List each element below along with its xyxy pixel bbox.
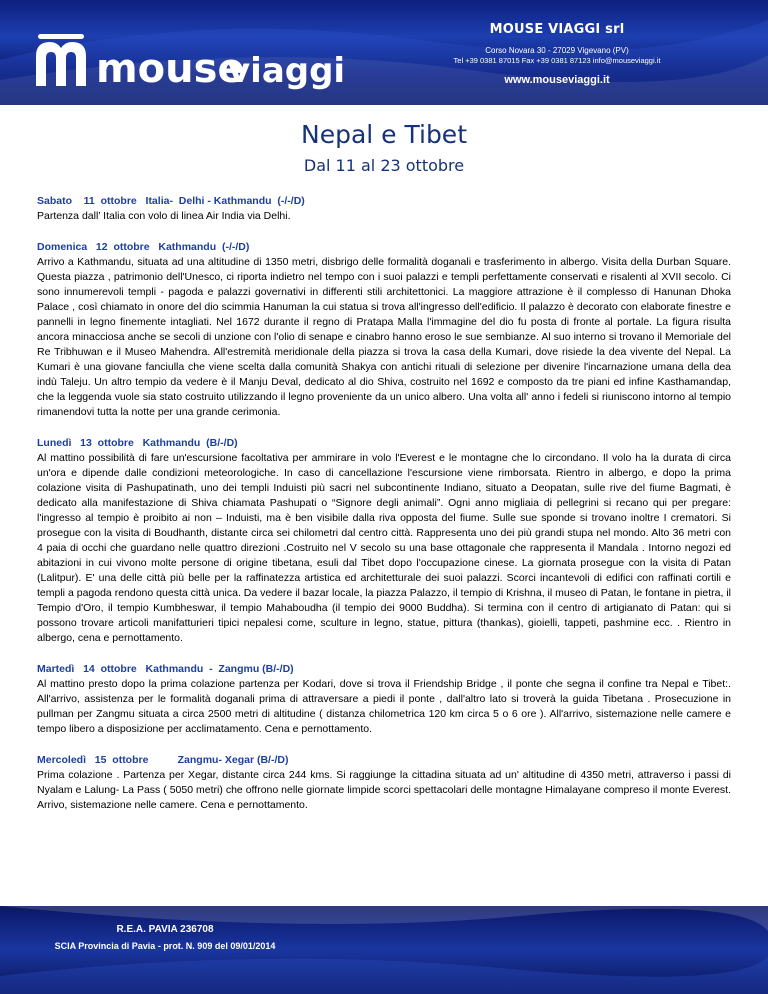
day-section-5 <box>37 753 731 813</box>
mouse-viaggi-logo <box>30 34 370 94</box>
footer-registration <box>0 924 330 951</box>
itinerary <box>37 194 731 829</box>
day-section-4 <box>37 662 731 737</box>
day-description: Al mattino presto dopo la prima colazione partenza per Kodari, dove si trova il Friendship Bridge , il ponte che segna il confine tra Nepal e Tibet:. All'arrivo, assistenza per le formalità doganali prima di attraversare a piedi il ponte , dall'altro lato si troverà la guida Tibetana . Prosecuzione in pullman per Zangmu situata a circa 2500 metri di altitudine ( distanza chilometrica 120 km circa 5 o 6 ore ). All'arrivo, sistemazione nelle camere e tempo libero a disposizione per acclimatamento. Cena e pernottamento. <box>37 678 731 735</box>
footer-rea: R.E.A. PAVIA 236708 <box>116 924 214 935</box>
header-band <box>0 0 768 105</box>
logo-wordmark: mouse <box>96 46 245 92</box>
day-section-2 <box>37 240 731 420</box>
company-name: MOUSE VIAGGI srl <box>489 22 625 37</box>
day-description: Prima colazione . Partenza per Xegar, distante circa 244 kms. Si raggiunge la cittadina situata ad un' altitudine di 4350 metri, attraverso i passi di Nyalam e Lalung- La Pass ( 5050 metri) che offrono nelle giornate limpide scorci spettacolari delle montagne Himalayane compreso il monte Everest. Arrivo, sistemazione nelle camere. Cena e pernottamento. <box>37 769 731 811</box>
day-heading: Martedì 14 ottobre Kathmandu - Zangmu (B/-/D) <box>37 663 294 675</box>
day-heading: Lunedì 13 ottobre Kathmandu (B/-/D) <box>37 437 238 449</box>
company-contacts: Tel +39 0381 87015 Fax +39 0381 87123 info@mouseviaggi.it <box>453 55 661 65</box>
company-info <box>442 22 672 86</box>
day-section-3 <box>37 436 731 646</box>
footer-band <box>0 906 768 994</box>
day-heading: Domenica 12 ottobre Kathmandu (-/-/D) <box>37 241 250 253</box>
footer-scia: SCIA Provincia di Pavia - prot. N. 909 del 09/01/2014 <box>54 941 276 951</box>
day-heading: Sabato 11 ottobre Italia- Delhi - Kathmandu (-/-/D) <box>37 195 305 207</box>
svg-text:viaggi: viaggi <box>228 51 346 91</box>
day-heading: Mercoledì 15 ottobre Zangmu- Xegar (B/-/D) <box>37 754 289 766</box>
day-description: Partenza dall’ Italia con volo di linea Air India via Delhi. <box>37 210 291 222</box>
document-subtitle: Dal 11 al 23 ottobre <box>303 156 465 175</box>
day-description: Arrivo a Kathmandu, situata ad una altitudine di 1350 metri, disbrigo delle formalità doganali e trasferimento in albergo. Visita della Durban Square. Questa piazza , patrimonio dell'Unesco, ci riporta indietro nel tempo con i suoi palazzi e templi perfettamente conservati e risalenti al XVII secolo. Ci sono innumerevoli templi - pagoda e palazzi governativi in differenti stili architettonici. La maggiore attrazione è il complesso di Hanunan Dhoka Palace , così chiamato in onore del dio scimmia Hanuman la cui statua si trova all'ingresso dell'edificio. Il palazzo è decorato con elaborate finestre e pannelli in legno finemente intagliati. Nel 1672 durante il regno di Pratapa Malla l'immagine del dio fu posta di fronte al portale. La figura risulta ancora minacciosa anche se secoli di unzione con l'olio di senape e cinabro hanno eroso le sue sembianze. Al suo interno si trovano il Memoriale del Re Tribhuwan e il Museo Mahendra. All'estremità meridionale della piazza si trova la casa della Kumari, dove risiede la dea vivente del Nepal. La Kumari è una giovane fanciulla che viene scelta dalla comunità Shakya con antichi rituali di selezione per divenire l'incarnazione umana della dea indù Taleju. Un altro tempio da vedere è il Manju Deval, dedicato al dio Shiva, costruito nel 1692 e composto da tre piani ed infine Kasthamandap, che la leggenda vuole sia stato costruito utilizzando il legno proveniente da un unico albero. Una volta all' anno i fedeli si riuniscono intorno al tempio rimanendovi tutta la notte per una grande cerimonia. <box>37 256 731 418</box>
day-description: Al mattino possibilità di fare un'escursione facoltativa per ammirare in volo l'Everest e le montagne che lo circondano. Il volo ha la durata di circa un'ora e dipende dalle condizioni meteorologiche. In caso di cancellazione l'escursione viene rimborsata. Rientro in albergo, e dopo la prima colazione visita di Pashupatinath, uno dei templi Induisti più sacri nel subcontinente Indiano, situato a Deopatan, sulle rive del fiume Bagmati, è dedicato alla manifestazione di Shiva chiamata Pashupati o “Signore degli animali”. Ogni anno migliaia di pellegrini si recano qui per pregare: l'ingresso al tempio è proibito ai non – Induisti, ma è ben visibile dalla riva opposta del fiume. Sulle sue sponde si trovano inoltre I crematori. Si prosegue con la visita di Boudhanth, distante circa sei chilometri dal centro città. Rappresenta uno dei più grandi stupa nel mondo. Alto 36 metri con 4 paia di occhi che guardano nelle quattro direzioni .Costruito nel V secolo su una base ottagonale che rappresenta il Mandala . Intorno negozi ed abitazioni in cui vivono molte persone di origine tibetana, esuli dal Tibet dopo l'occupazione cinese. La giornata prosegue con la visita di Patan (Lalitpur). E' una delle città più belle per la raffinatezza artistica ed architetturale dei suoi palazzi. Scorci incantevoli di edifici con raffinati cortili e templi a pagoda rendono questa città unica. Da vedere il bazar locale, la piazza Palazzo, il tempio di Krishna, il museo di Patan, le fontane in pietra, il Tempio d'Oro, il tempio Kumbheswar, il tempio Mahaboudha (il tempio dei 9000 Buddha). Si termina con il centro di artigianato di Patan: qui si possono trovare articoli manifatturieri tipici nepalesi come, sculture in legno, statue, pittura (thankas), gioielli, tappeti, pashmine ecc. . Rientro in albergo, cena e pernottamento. <box>37 452 731 644</box>
day-section-1 <box>37 194 731 224</box>
company-address: Corso Novara 30 - 27029 Vigevano (PV) <box>485 46 629 55</box>
document-title: Nepal e Tibet <box>301 120 467 149</box>
company-website[interactable]: www.mouseviaggi.it <box>504 73 610 86</box>
